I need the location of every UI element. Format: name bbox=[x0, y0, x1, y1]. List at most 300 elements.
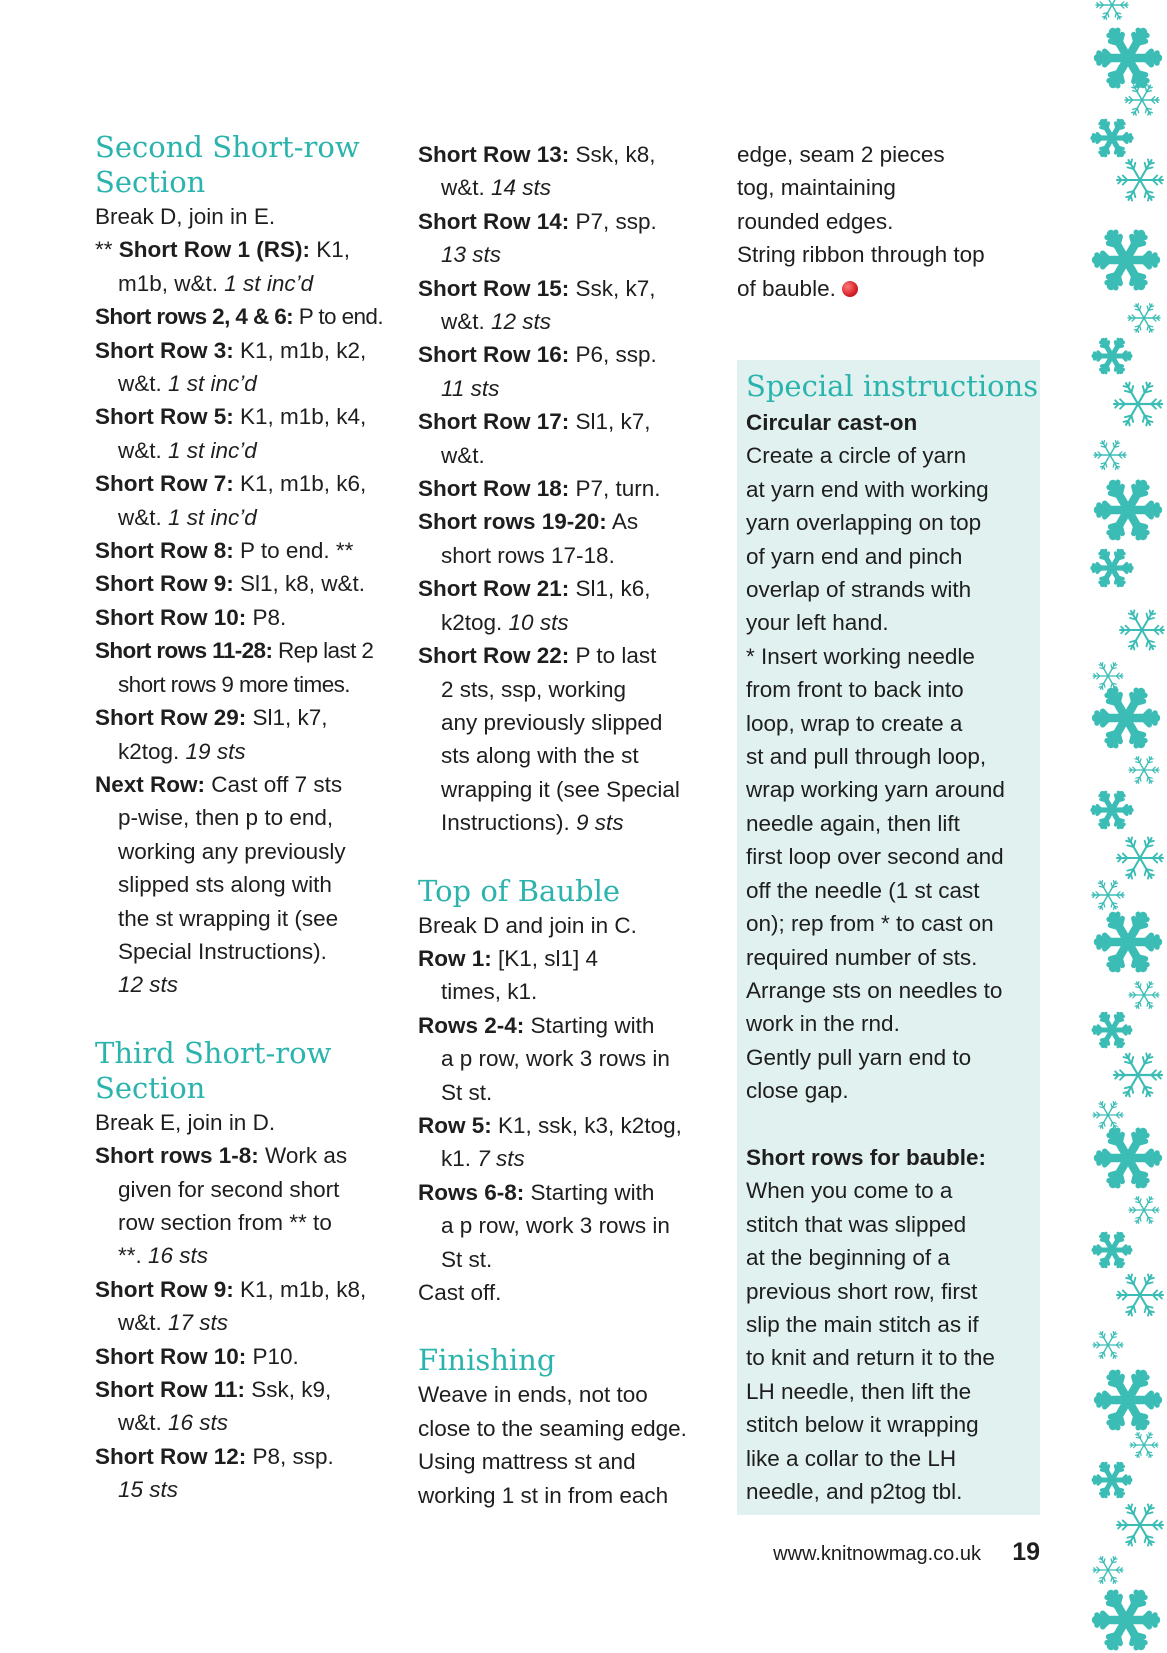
text-run: Work as bbox=[258, 1143, 348, 1169]
text-run: K1, ssk, k3, k2tog, bbox=[491, 1112, 682, 1138]
text-line bbox=[746, 1141, 1040, 1174]
text-run: stitch below it wrapping bbox=[746, 1412, 979, 1438]
text-run: Break D, join in E. bbox=[95, 204, 276, 229]
stitch-count: 10 sts bbox=[508, 609, 569, 635]
snowflake-icon bbox=[1094, 441, 1126, 470]
text-run: St st. bbox=[441, 1079, 493, 1105]
section-heading: Top of Bauble bbox=[418, 873, 621, 908]
text-run: P to last bbox=[569, 643, 657, 669]
text-line bbox=[95, 534, 400, 567]
text-line bbox=[95, 400, 400, 433]
text-line bbox=[418, 942, 723, 975]
text-run: a p row, work 3 rows in bbox=[441, 1046, 670, 1072]
text-line bbox=[746, 941, 1040, 974]
text-run: a p row, work 3 rows in bbox=[441, 1213, 670, 1239]
text-line bbox=[746, 1108, 1040, 1141]
text-run: K1, m1b, k2, bbox=[233, 337, 367, 363]
section-heading: Finishing bbox=[418, 1343, 556, 1378]
text-run: Ssk, k7, bbox=[569, 275, 656, 301]
snowflake-icon bbox=[1093, 1102, 1123, 1129]
text-run: Sl1, k6, bbox=[569, 576, 651, 602]
text-run: Cast off 7 sts bbox=[205, 771, 343, 797]
text-run: your left hand. bbox=[746, 610, 889, 636]
text-run: of bauble. bbox=[737, 275, 836, 301]
text-run: on); rep from * to cast on bbox=[746, 911, 994, 937]
stitch-count: 16 sts bbox=[148, 1243, 209, 1269]
text-line bbox=[95, 701, 400, 734]
text-run: K1, m1b, k6, bbox=[233, 471, 367, 497]
snowflake-icon bbox=[1114, 1054, 1162, 1097]
bold-run: Short Row 9: bbox=[95, 1276, 234, 1302]
text-line bbox=[418, 1076, 723, 1109]
text-run: k2tog. bbox=[441, 609, 509, 635]
text-line bbox=[95, 935, 400, 968]
snowflake-icon bbox=[1093, 792, 1131, 827]
text-run: w&t. bbox=[441, 309, 492, 335]
text-line bbox=[746, 707, 1040, 740]
text-line bbox=[95, 334, 400, 367]
text-run: ** bbox=[95, 237, 119, 263]
heading-line: Section bbox=[95, 165, 206, 199]
text-run: Special Instructions). bbox=[118, 938, 327, 964]
bold-run: Short rows 1-8: bbox=[95, 1143, 259, 1169]
text-run: row section from ** to bbox=[118, 1209, 332, 1235]
text-line bbox=[95, 1206, 400, 1239]
text-line bbox=[95, 200, 400, 233]
text-line bbox=[95, 467, 400, 500]
bold-run: Short Row 18: bbox=[418, 476, 570, 502]
bold-run: Short Row 12: bbox=[95, 1443, 247, 1469]
snowflake-border bbox=[1082, 0, 1167, 1653]
text-line bbox=[95, 367, 400, 400]
text-line bbox=[746, 1475, 1040, 1508]
text-run: Break D and join in C. bbox=[418, 912, 637, 938]
snowflake-icon bbox=[1117, 159, 1163, 200]
text-run: P8, ssp. bbox=[246, 1443, 334, 1469]
snowflake-icon bbox=[1098, 1372, 1158, 1427]
text-run: needle, and p2tog tbl. bbox=[746, 1479, 963, 1504]
bold-run: Circular cast-on bbox=[746, 410, 918, 435]
text-line bbox=[746, 506, 1040, 539]
snowflake-icon bbox=[1117, 1274, 1163, 1315]
stitch-count: 17 sts bbox=[168, 1310, 229, 1336]
text-run: to knit and return it to the bbox=[746, 1345, 995, 1371]
text-run: from front to back into bbox=[746, 677, 964, 703]
bold-run: Row 5: bbox=[418, 1112, 492, 1138]
bold-run: Rows 6-8: bbox=[418, 1179, 525, 1205]
text-run: tog, maintaining bbox=[737, 175, 896, 201]
text-line bbox=[746, 840, 1040, 873]
text-line bbox=[746, 673, 1040, 706]
stitch-count: 1 st inc’d bbox=[168, 371, 257, 397]
text-line bbox=[418, 1142, 723, 1175]
bold-run: Short rows 11-28: bbox=[95, 638, 273, 664]
text-run: Sl1, k7, bbox=[569, 409, 651, 435]
text-run: slipped sts along with bbox=[118, 872, 332, 898]
text-line bbox=[418, 405, 723, 438]
bold-run: Short Row 8: bbox=[95, 538, 234, 564]
text-run: **. bbox=[118, 1243, 149, 1269]
text-line bbox=[95, 868, 400, 901]
text-run: As bbox=[606, 509, 639, 535]
text-line bbox=[95, 801, 400, 834]
text-line bbox=[418, 205, 723, 238]
text-line bbox=[746, 1007, 1040, 1040]
snowflake-icon bbox=[1098, 482, 1158, 537]
stitch-count: 19 sts bbox=[185, 738, 246, 764]
text-line bbox=[95, 1340, 400, 1373]
text-line bbox=[418, 539, 723, 572]
text-line bbox=[418, 706, 723, 739]
text-line bbox=[95, 968, 400, 1001]
text-run: sts along with the st bbox=[441, 743, 639, 769]
snowflake-icon bbox=[1094, 1013, 1130, 1046]
special-instructions-box bbox=[737, 360, 1040, 1515]
stitch-count: 14 sts bbox=[491, 175, 552, 201]
text-line bbox=[95, 1139, 400, 1172]
text-line bbox=[95, 1406, 400, 1439]
text-line bbox=[95, 601, 400, 634]
text-run: k1. bbox=[441, 1146, 478, 1172]
bold-run: Next Row: bbox=[95, 771, 206, 797]
yarn-ball-icon bbox=[842, 281, 858, 297]
text-line bbox=[418, 639, 723, 672]
text-line bbox=[95, 1373, 400, 1406]
column-3 bbox=[737, 138, 1037, 305]
text-run: K1, bbox=[310, 237, 351, 263]
text-run: required number of sts. bbox=[746, 944, 978, 970]
text-line bbox=[418, 272, 723, 305]
section-body bbox=[418, 909, 723, 1310]
text-line bbox=[746, 907, 1040, 940]
text-run: loop, wrap to create a bbox=[746, 710, 963, 736]
bold-run: Short Row 9: bbox=[95, 571, 234, 597]
text-run: [K1, sl1] 4 bbox=[491, 945, 599, 971]
snowflake-icon bbox=[1093, 120, 1131, 155]
text-line bbox=[746, 807, 1040, 840]
footer-url: www.knitnowmag.co.uk bbox=[773, 1543, 981, 1565]
column-1 bbox=[95, 130, 400, 1507]
text-run: k2tog. bbox=[118, 738, 186, 764]
text-line bbox=[746, 1442, 1040, 1475]
text-run: slip the main stitch as if bbox=[746, 1311, 979, 1337]
text-run: Arrange sts on needles to bbox=[746, 977, 1003, 1003]
text-run: stitch that was slipped bbox=[746, 1211, 967, 1237]
bold-run: Short Row 17: bbox=[418, 409, 570, 435]
section-body bbox=[95, 1106, 400, 1507]
text-run: P6, ssp. bbox=[569, 342, 657, 368]
text-run: Weave in ends, not too bbox=[418, 1382, 648, 1408]
text-run: Break E, join in D. bbox=[95, 1109, 276, 1135]
text-run: p-wise, then p to end, bbox=[118, 805, 334, 831]
snowflake-icon bbox=[1093, 663, 1123, 690]
text-line bbox=[95, 735, 400, 768]
text-line bbox=[95, 300, 400, 333]
text-run: P8. bbox=[246, 604, 287, 630]
bold-run: Short Row 3: bbox=[95, 337, 234, 363]
text-line bbox=[95, 835, 400, 868]
text-line bbox=[418, 1009, 723, 1042]
text-run: overlap of strands with bbox=[746, 577, 972, 603]
snowflake-icon bbox=[1096, 232, 1156, 287]
text-line bbox=[737, 171, 1037, 204]
text-line bbox=[95, 434, 400, 467]
snowflake-icon bbox=[1117, 837, 1163, 878]
text-line bbox=[418, 1276, 723, 1309]
text-line bbox=[418, 372, 723, 405]
text-line bbox=[418, 806, 723, 839]
text-run: previous short row, first bbox=[746, 1278, 978, 1304]
bold-run: Short rows for bauble: bbox=[746, 1144, 987, 1170]
bold-run: Short Row 11: bbox=[95, 1377, 246, 1402]
text-run: times, k1. bbox=[441, 979, 538, 1005]
top-of-bauble-section bbox=[418, 874, 723, 1310]
text-line bbox=[95, 1173, 400, 1206]
text-line bbox=[746, 1174, 1040, 1207]
stitch-count: 16 sts bbox=[168, 1410, 229, 1436]
snowflake-icon bbox=[1129, 757, 1159, 784]
text-line bbox=[746, 1408, 1040, 1441]
text-line bbox=[418, 606, 723, 639]
text-run: Using mattress st and bbox=[418, 1449, 636, 1475]
text-run: Instructions). bbox=[441, 810, 577, 836]
bold-run: Short Row 22: bbox=[418, 643, 570, 669]
snowflake-icon bbox=[1128, 304, 1160, 333]
text-line bbox=[737, 138, 1037, 171]
text-run: m1b, w&t. bbox=[118, 270, 225, 296]
text-run: P to end. ** bbox=[233, 538, 354, 564]
text-line bbox=[746, 1375, 1040, 1408]
text-line bbox=[418, 1412, 723, 1445]
text-run: w&t. bbox=[118, 504, 169, 530]
text-line bbox=[418, 1378, 723, 1411]
text-run: LH needle, then lift the bbox=[746, 1378, 972, 1404]
text-run: w&t. bbox=[118, 437, 169, 463]
text-line bbox=[746, 1041, 1040, 1074]
snowflake-icon bbox=[1117, 1504, 1163, 1545]
snowflake-icon bbox=[1093, 550, 1131, 585]
snowflake-icon bbox=[1120, 610, 1164, 649]
text-line bbox=[418, 1176, 723, 1209]
text-run: P to end. bbox=[293, 304, 383, 330]
text-line bbox=[746, 1241, 1040, 1274]
section-heading bbox=[95, 1036, 400, 1106]
text-run: rounded edges. bbox=[737, 208, 894, 234]
text-line bbox=[746, 1341, 1040, 1374]
text-line bbox=[95, 768, 400, 801]
text-line bbox=[95, 1273, 400, 1306]
text-line bbox=[418, 739, 723, 772]
text-line bbox=[418, 439, 723, 472]
bold-run: Short Row 21: bbox=[418, 576, 570, 602]
text-run: w&t. bbox=[441, 442, 485, 468]
text-line bbox=[95, 1306, 400, 1339]
text-line bbox=[746, 1208, 1040, 1241]
bold-run: Short Row 7: bbox=[95, 471, 234, 497]
stitch-count: 13 sts bbox=[441, 242, 502, 268]
text-run: K1, m1b, k8, bbox=[233, 1276, 367, 1302]
text-run: Ssk, k9, bbox=[245, 1377, 332, 1402]
text-line bbox=[746, 1275, 1040, 1308]
third-short-row-section bbox=[95, 1036, 400, 1507]
text-line bbox=[418, 1042, 723, 1075]
text-run: yarn overlapping on top bbox=[746, 510, 982, 536]
text-line bbox=[418, 773, 723, 806]
text-run: off the needle (1 st cast bbox=[746, 877, 980, 903]
text-line bbox=[746, 406, 1040, 439]
text-line bbox=[95, 1440, 400, 1473]
section-body bbox=[95, 200, 400, 1002]
stitch-count: 1 st inc’d bbox=[224, 270, 314, 296]
text-run: the st wrapping it (see bbox=[118, 905, 339, 931]
text-line bbox=[746, 540, 1040, 573]
text-line bbox=[418, 338, 723, 371]
snowflake-icon bbox=[1129, 982, 1159, 1009]
stitch-count: 11 sts bbox=[441, 375, 500, 401]
snowflake-icon bbox=[1094, 1463, 1130, 1496]
text-line bbox=[746, 640, 1040, 673]
text-line bbox=[418, 673, 723, 706]
text-line bbox=[746, 1074, 1040, 1107]
text-run: K1, m1b, k4, bbox=[233, 404, 367, 430]
section-body bbox=[746, 406, 1040, 1508]
bold-run: Short Row 29: bbox=[95, 705, 247, 731]
text-line bbox=[418, 909, 723, 942]
text-run: St st. bbox=[441, 1246, 493, 1272]
text-run: like a collar to the LH bbox=[746, 1445, 957, 1471]
text-run: Cast off. bbox=[418, 1280, 502, 1305]
bold-run: Short rows 19-20: bbox=[418, 509, 607, 535]
snowflake-icon bbox=[1092, 881, 1124, 910]
text-line bbox=[95, 1473, 400, 1506]
text-line bbox=[95, 267, 400, 300]
text-line bbox=[746, 1308, 1040, 1341]
heading-line: Section bbox=[95, 1070, 206, 1105]
text-run: P10. bbox=[246, 1343, 299, 1369]
text-run: Starting with bbox=[524, 1179, 655, 1205]
text-line bbox=[737, 272, 1037, 305]
text-run: Gently pull yarn end to bbox=[746, 1044, 972, 1070]
text-line bbox=[746, 473, 1040, 506]
column-2 bbox=[418, 138, 723, 1512]
section-body bbox=[418, 1378, 723, 1512]
text-run: Sl1, k8, w&t. bbox=[233, 571, 366, 597]
snowflake-icon bbox=[1096, 690, 1156, 745]
snowflake-icon bbox=[1093, 1557, 1123, 1584]
stitch-count: 15 sts bbox=[118, 1477, 179, 1503]
text-line bbox=[418, 238, 723, 271]
text-line bbox=[418, 472, 723, 505]
text-line bbox=[95, 668, 400, 701]
bold-run: Short rows 2, 4 & 6: bbox=[95, 304, 294, 330]
text-line bbox=[95, 501, 400, 534]
text-run: String ribbon through top bbox=[737, 242, 985, 268]
page-number: 19 bbox=[1012, 1538, 1040, 1566]
text-run: any previously slipped bbox=[441, 709, 663, 735]
text-line bbox=[418, 975, 723, 1008]
text-run: of yarn end and pinch bbox=[746, 543, 963, 569]
text-line bbox=[746, 974, 1040, 1007]
stitch-count: 12 sts bbox=[118, 972, 179, 998]
text-line bbox=[737, 238, 1037, 271]
snowflake-icon bbox=[1094, 1233, 1130, 1266]
text-run: * Insert working needle bbox=[746, 643, 975, 669]
bold-run: Short Row 13: bbox=[418, 142, 570, 167]
bold-run: Short Row 14: bbox=[418, 208, 570, 234]
text-run: 2 sts, ssp, working bbox=[441, 676, 627, 702]
section-body bbox=[418, 138, 723, 840]
bold-run: Short Row 10: bbox=[95, 604, 247, 630]
text-line bbox=[746, 573, 1040, 606]
text-run: w&t. bbox=[118, 1410, 169, 1436]
text-line bbox=[746, 773, 1040, 806]
text-run: at yarn end with working bbox=[746, 476, 989, 502]
text-line bbox=[418, 171, 723, 204]
bold-run: Short Row 16: bbox=[418, 342, 570, 368]
text-run: work in the rnd. bbox=[746, 1011, 900, 1037]
text-run: close to the seaming edge. bbox=[418, 1415, 687, 1441]
text-line bbox=[95, 1106, 400, 1139]
text-run: w&t. bbox=[118, 1310, 169, 1336]
text-line bbox=[737, 205, 1037, 238]
text-run: w&t. bbox=[118, 371, 169, 397]
stitch-count: 1 st inc’d bbox=[168, 504, 257, 530]
text-run: wrap working yarn around bbox=[746, 777, 1005, 803]
stitch-count: 12 sts bbox=[491, 309, 552, 335]
text-run: Starting with bbox=[524, 1012, 655, 1038]
text-run: st and pull through loop, bbox=[746, 744, 987, 770]
snowflake-icon bbox=[1098, 1130, 1158, 1185]
bold-run: Row 1: bbox=[418, 945, 492, 971]
snowflake-icon bbox=[1094, 339, 1130, 372]
text-line bbox=[95, 233, 400, 266]
text-run: P7, turn. bbox=[569, 476, 661, 502]
text-line bbox=[418, 1243, 723, 1276]
text-line bbox=[418, 1479, 723, 1512]
snowflake-icon bbox=[1130, 1432, 1158, 1457]
text-run: Create a circle of yarn bbox=[746, 443, 967, 469]
text-line bbox=[418, 1109, 723, 1142]
snowflake-icon bbox=[1129, 1197, 1159, 1224]
snowflake-icon bbox=[1098, 914, 1158, 969]
text-run: needle again, then lift bbox=[746, 810, 960, 836]
snowflake-icon bbox=[1125, 85, 1159, 115]
text-line bbox=[95, 634, 400, 667]
text-run: Ssk, k8, bbox=[569, 142, 656, 167]
section-heading: Special instructions bbox=[746, 369, 1039, 403]
heading-line: Second Short-row bbox=[95, 130, 360, 164]
text-line bbox=[418, 1209, 723, 1242]
text-line bbox=[418, 505, 723, 538]
text-run: at the beginning of a bbox=[746, 1245, 950, 1271]
stitch-count: 7 sts bbox=[477, 1146, 525, 1172]
text-line bbox=[746, 439, 1040, 472]
text-run: working any previously bbox=[118, 838, 346, 864]
text-run: wrapping it (see Special bbox=[441, 776, 680, 802]
section-body bbox=[737, 138, 1037, 305]
text-run: When you come to a bbox=[746, 1178, 953, 1204]
snowflake-icon bbox=[1096, 0, 1128, 19]
second-short-row-section bbox=[95, 130, 400, 1002]
snowflake-icon bbox=[1096, 1592, 1156, 1647]
section-heading bbox=[95, 130, 400, 200]
text-line bbox=[746, 606, 1040, 639]
text-line bbox=[746, 874, 1040, 907]
text-line bbox=[418, 305, 723, 338]
text-run: working 1 st in from each bbox=[418, 1482, 669, 1508]
text-line bbox=[418, 1445, 723, 1478]
bold-run: Rows 2-4: bbox=[418, 1012, 525, 1038]
